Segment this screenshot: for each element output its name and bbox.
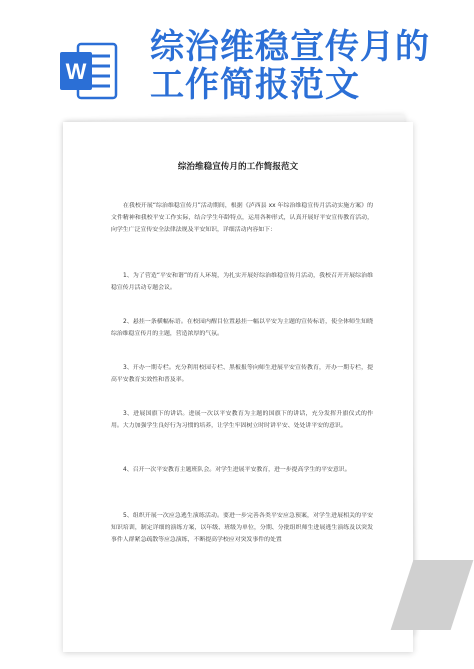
- paragraph-1: 1、为了营造“平安和谐”的育人环境，为扎实开展好综治维稳宣传月活动，我校召开开展综治维稳宣传月活动专题会议。: [111, 273, 373, 292]
- paragraph-2: 2、悬挂一条横幅标语。在校园内醒目位置悬挂一幅以平安为主题的宣传标语，使全体师生知晓综治维稳宣传月的主题，营造浓厚的气氛。: [111, 319, 373, 338]
- word-letter: W: [65, 59, 87, 84]
- paragraph-intro: 在我校开展“综治维稳宣传月”活动期间，根据《泸西县 xx 年综治维稳宣传月活动实施方案》的文件精神和我校平安工作实际，结合学生年龄特点，运用各种形式，认真开展好平安宣传教育活动，向学生广泛宣传安全法律法规及平安知识，详细活动内容如下：: [111, 203, 373, 234]
- document-title: 综治维稳宣传月的工作简报范文: [177, 162, 299, 172]
- paragraph-3: 3、开办一期专栏。充分利用校园专栏、黑板报等向师生进展平安宣传教育，开办一期专栏，提高平安教育实效性和普及率。: [111, 365, 373, 384]
- paragraph-4: 3、进展国旗下的讲话。进展一次以平安教育为主题的国旗下的讲话，充分发挥升旗仪式的作用。大力加强学生良好行为习惯的培养，让学生牢固树立时时讲平安、处处讲平安的意识。: [111, 411, 373, 430]
- word-document-icon: [58, 40, 118, 102]
- paragraph-6: 5、组织开展一次应急逃生演练活动。要进一步完善各类平安应急预案，对学生进展相关的平安知识培训，制定详细的演练方案，以年级、班级为单位，分期、分批组织师生进展逃生演练及以突发事件人群紧急疏散等应急演练，不断提高学校应对突发事件的处置: [111, 513, 373, 544]
- banner-title: 综治维稳宣传月的工作简报范文: [150, 27, 430, 105]
- paragraph-5: 4、召开一次平安教育主题班队会。对学生进展平安教育，进一步提高学生的平安意识。: [123, 467, 351, 473]
- document-page: [63, 122, 413, 652]
